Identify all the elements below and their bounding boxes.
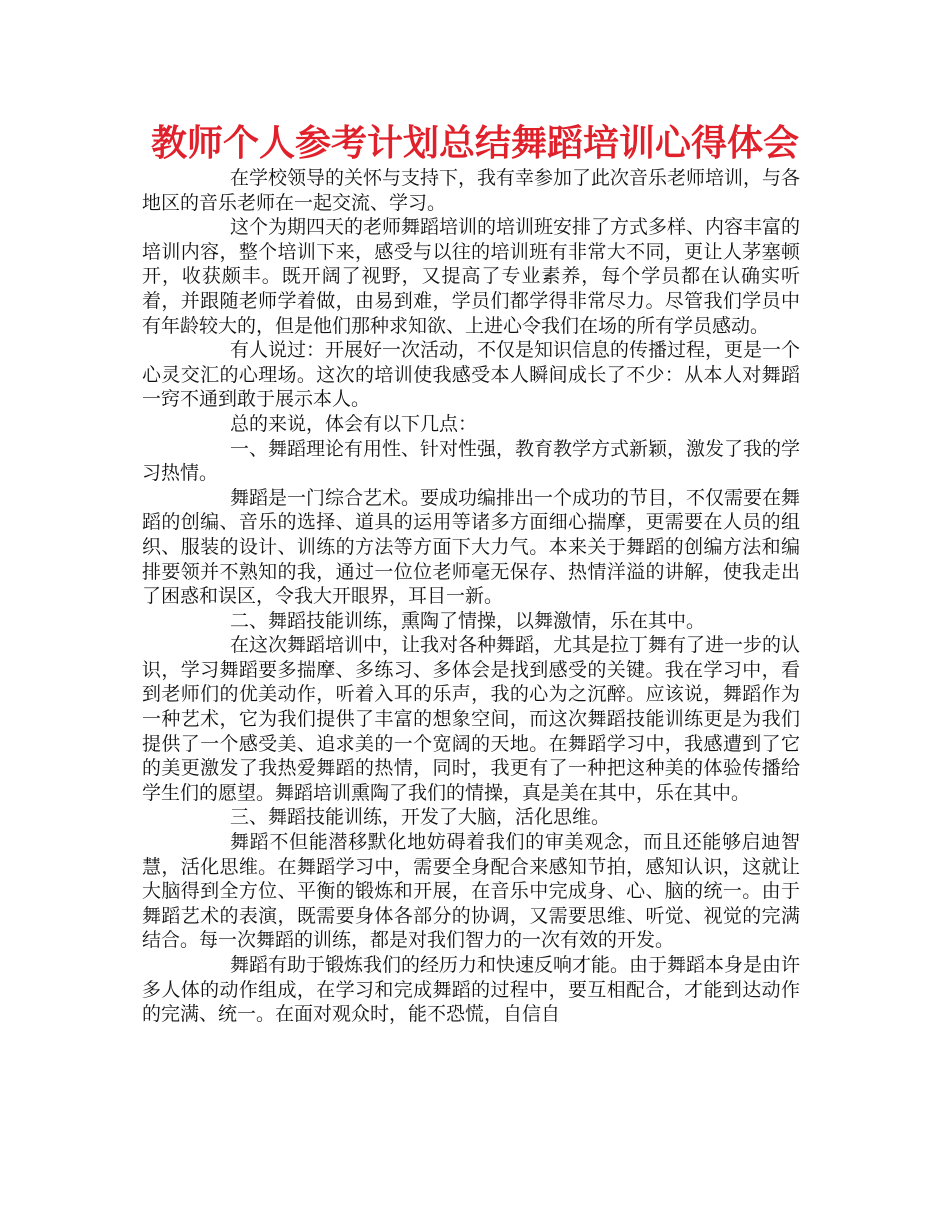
section-heading-2: 二、舞蹈技能训练，熏陶了情操，以舞激情，乐在其中。 — [230, 609, 706, 632]
paragraph-section-3: 舞蹈不但能潜移默化地妨碍着我们的审美观念，而且还能够启迪智慧，活化思维。在舞蹈学习中，需要全身配合来感知节拍，感知认识，这就让大脑得到全方位、平衡的锻炼和开展，在音乐中完成身、心、脑的统一。由于舞蹈艺术的表演，既需要身体各部分的协调，又需要思维、听觉、视觉的完满结合。每一次舞蹈的训练，都是对我们智力的一次有效的开发。 — [142, 831, 800, 952]
paragraph-section-3-cont: 舞蹈有助于锻炼我们的经历力和快速反响才能。由于舞蹈本身是由许多人体的动作组成，在学习和完成舞蹈的过程中，要互相配合，才能到达动作的完满、统一。在面对观众时，能不恐慌，自信自 — [142, 954, 801, 1026]
paragraph-summary-lead: 总的来说，体会有以下几点： — [230, 412, 478, 435]
paragraph-section-1: 舞蹈是一门综合艺术。要成功编排出一个成功的节目，不仅需要在舞蹈的创编、音乐的选择、道具的运用等诸多方面细心揣摩，更需要在人员的组织、服装的设计、训练的方法等方面下大力气。本来关于舞蹈的创编方法和编排要领并不熟知的我，通过一位位老师毫无保存、热情洋溢的讲解，使我走出了困惑和误区，令我大开眼界，耳目一新。 — [142, 486, 801, 608]
document-title: 教师个人参考计划总结舞蹈培训心得体会 — [150, 123, 799, 164]
paragraph-training-overview: 这个为期四天的老师舞蹈培训的培训班安排了方式多样、内容丰富的培训内容，整个培训下来，感受与以往的培训班有非常大不同，更让人茅塞顿开，收获颇丰。既开阔了视野，又提高了专业素养，每个学员都在认确实听着，并跟随老师学着做，由易到难，学员们都学得非常尽力。尽管我们学员中有年龄较大的，但是他们那种求知欲、上进心令我们在场的所有学员感动。 — [142, 216, 801, 337]
paragraph-intro: 在学校领导的关怀与支持下，我有幸参加了此次音乐老师培训，与各地区的音乐老师在一起交流、学习。 — [142, 167, 801, 214]
section-heading-3: 三、舞蹈技能训练，开发了大脑，活化思维。 — [230, 806, 611, 829]
document-body — [142, 166, 800, 1027]
paragraph-quote: 有人说过：开展好一次活动，不仅是知识信息的传播过程，更是一个心灵交汇的心理场。这次的培训使我感受本人瞬间成长了不少：从本人对舞蹈一窍不通到敢于展示本人。 — [142, 339, 801, 411]
paragraph-section-2: 在这次舞蹈培训中，让我对各种舞蹈，尤其是拉丁舞有了进一步的认识，学习舞蹈要多揣摩、多练习、多体会是找到感受的关键。我在学习中，看到老师们的优美动作，听着入耳的乐声，我的心为之沉醉。应该说，舞蹈作为一种艺术，它为我们提供了丰富的想象空间，而这次舞蹈技能训练更是为我们提供了一个感受美、追求美的一个宽阔的天地。在舞蹈学习中，我感遭到了它的美更激发了我热爱舞蹈的热情，同时，我更有了一种把这种美的体验传播给学生们的愿望。舞蹈培训熏陶了我们的情操，真是美在其中，乐在其中。 — [142, 634, 801, 804]
section-heading-1: 一、舞蹈理论有用性、针对性强，教育教学方式新颖，激发了我的学习热情。 — [142, 437, 801, 485]
